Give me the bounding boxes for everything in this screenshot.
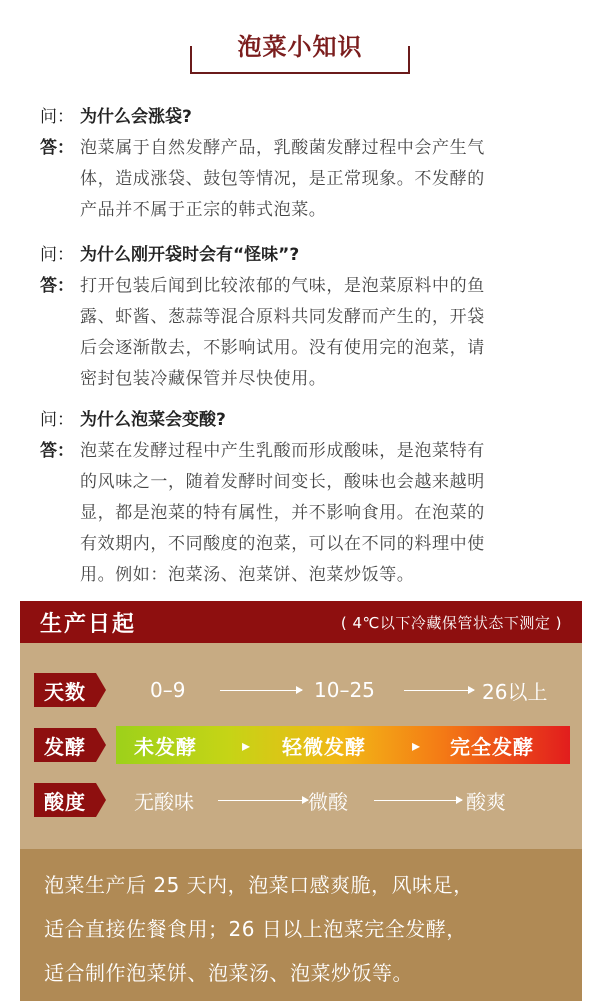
days-step-2: 10–25	[314, 678, 375, 702]
answer-3	[40, 436, 565, 591]
acidity-step-2: 微酸	[308, 789, 348, 814]
answer-line: 产品并不属于正宗的韩式泡菜。	[80, 200, 327, 220]
days-step-3: 26以上	[482, 679, 548, 704]
answer-line: 用。例如：泡菜汤、泡菜饼、泡菜炒饭等。	[80, 565, 415, 585]
ferment-tag: 发酵	[34, 728, 96, 762]
question-text: 为什么泡菜会变酸?	[80, 410, 226, 430]
answer-line: 有效期内，不同酸度的泡菜，可以在不同的料理中使	[80, 534, 485, 554]
qa-item-1	[40, 102, 565, 226]
fermentation-panel	[20, 601, 582, 1001]
ferment-step-3: 完全发酵	[450, 734, 534, 759]
panel-footer-text	[30, 863, 572, 995]
question-text: 为什么刚开袋时会有“怪味”?	[80, 245, 300, 265]
question-label: 问：	[40, 245, 74, 265]
ferment-gradient-bar	[116, 726, 570, 764]
panel-title: 生产日起	[40, 611, 137, 637]
chevron-right-icon: ▸	[412, 735, 421, 755]
chevron-right-icon: ▸	[242, 735, 251, 755]
panel-body	[20, 643, 582, 849]
answer-1	[40, 133, 565, 226]
panel-header	[20, 601, 582, 643]
answer-line: 显，都是泡菜的特有属性，并不影响食用。在泡菜的	[80, 503, 485, 523]
acidity-step-3: 酸爽	[466, 789, 506, 814]
answer-line: 后会逐渐散去，不影响试用。没有使用完的泡菜，请	[80, 338, 485, 358]
answer-line: 露、虾酱、葱蒜等混合原料共同发酵而产生的，开袋	[80, 307, 485, 327]
answer-label: 答：	[40, 138, 74, 158]
answer-line: 泡菜在发酵过程中产生乳酸而形成酸味，是泡菜特有	[80, 441, 485, 461]
question-1	[40, 102, 565, 133]
days-row	[34, 671, 574, 709]
acidity-row	[34, 781, 574, 819]
qa-item-3	[40, 405, 565, 591]
arrow-icon	[220, 690, 302, 691]
question-label: 问：	[40, 410, 74, 430]
question-text: 为什么会涨袋?	[80, 107, 192, 127]
answer-line: 打开包装后闻到比较浓郁的气味，是泡菜原料中的鱼	[80, 276, 485, 296]
acidity-step-1: 无酸味	[134, 789, 194, 814]
acidity-tag: 酸度	[34, 783, 96, 817]
answer-line: 的风味之一，随着发酵时间变长，酸味也会越来越明	[80, 472, 485, 492]
question-3	[40, 405, 565, 436]
footer-line: 适合制作泡菜饼、泡菜汤、泡菜炒饭等。	[44, 961, 413, 985]
ferment-step-1: 未发酵	[134, 734, 197, 759]
question-label: 问：	[40, 107, 74, 127]
panel-note: ( 4℃以下冷藏保管状态下测定 )	[340, 613, 562, 632]
ferment-row	[34, 726, 574, 764]
answer-line: 密封包装冷藏保管并尽快使用。	[80, 369, 327, 389]
arrow-icon	[374, 800, 462, 801]
days-step-1: 0–9	[150, 678, 186, 702]
answer-2	[40, 271, 565, 395]
section-title	[190, 34, 410, 74]
answer-label: 答：	[40, 276, 74, 296]
ferment-step-2: 轻微发酵	[282, 734, 366, 759]
footer-line: 泡菜生产后 25 天内，泡菜口感爽脆，风味足，	[44, 873, 474, 897]
page-title: 泡菜小知识	[225, 34, 375, 60]
qa-item-2	[40, 240, 565, 395]
question-2	[40, 240, 565, 271]
arrow-icon	[218, 800, 308, 801]
answer-line: 体，造成涨袋、鼓包等情况，是正常现象。不发酵的	[80, 169, 485, 189]
answer-label: 答：	[40, 441, 74, 461]
answer-line: 泡菜属于自然发酵产品，乳酸菌发酵过程中会产生气	[80, 138, 485, 158]
footer-line: 适合直接佐餐食用；26 日以上泡菜完全发酵，	[44, 917, 467, 941]
arrow-icon	[404, 690, 474, 691]
days-tag: 天数	[34, 673, 96, 707]
